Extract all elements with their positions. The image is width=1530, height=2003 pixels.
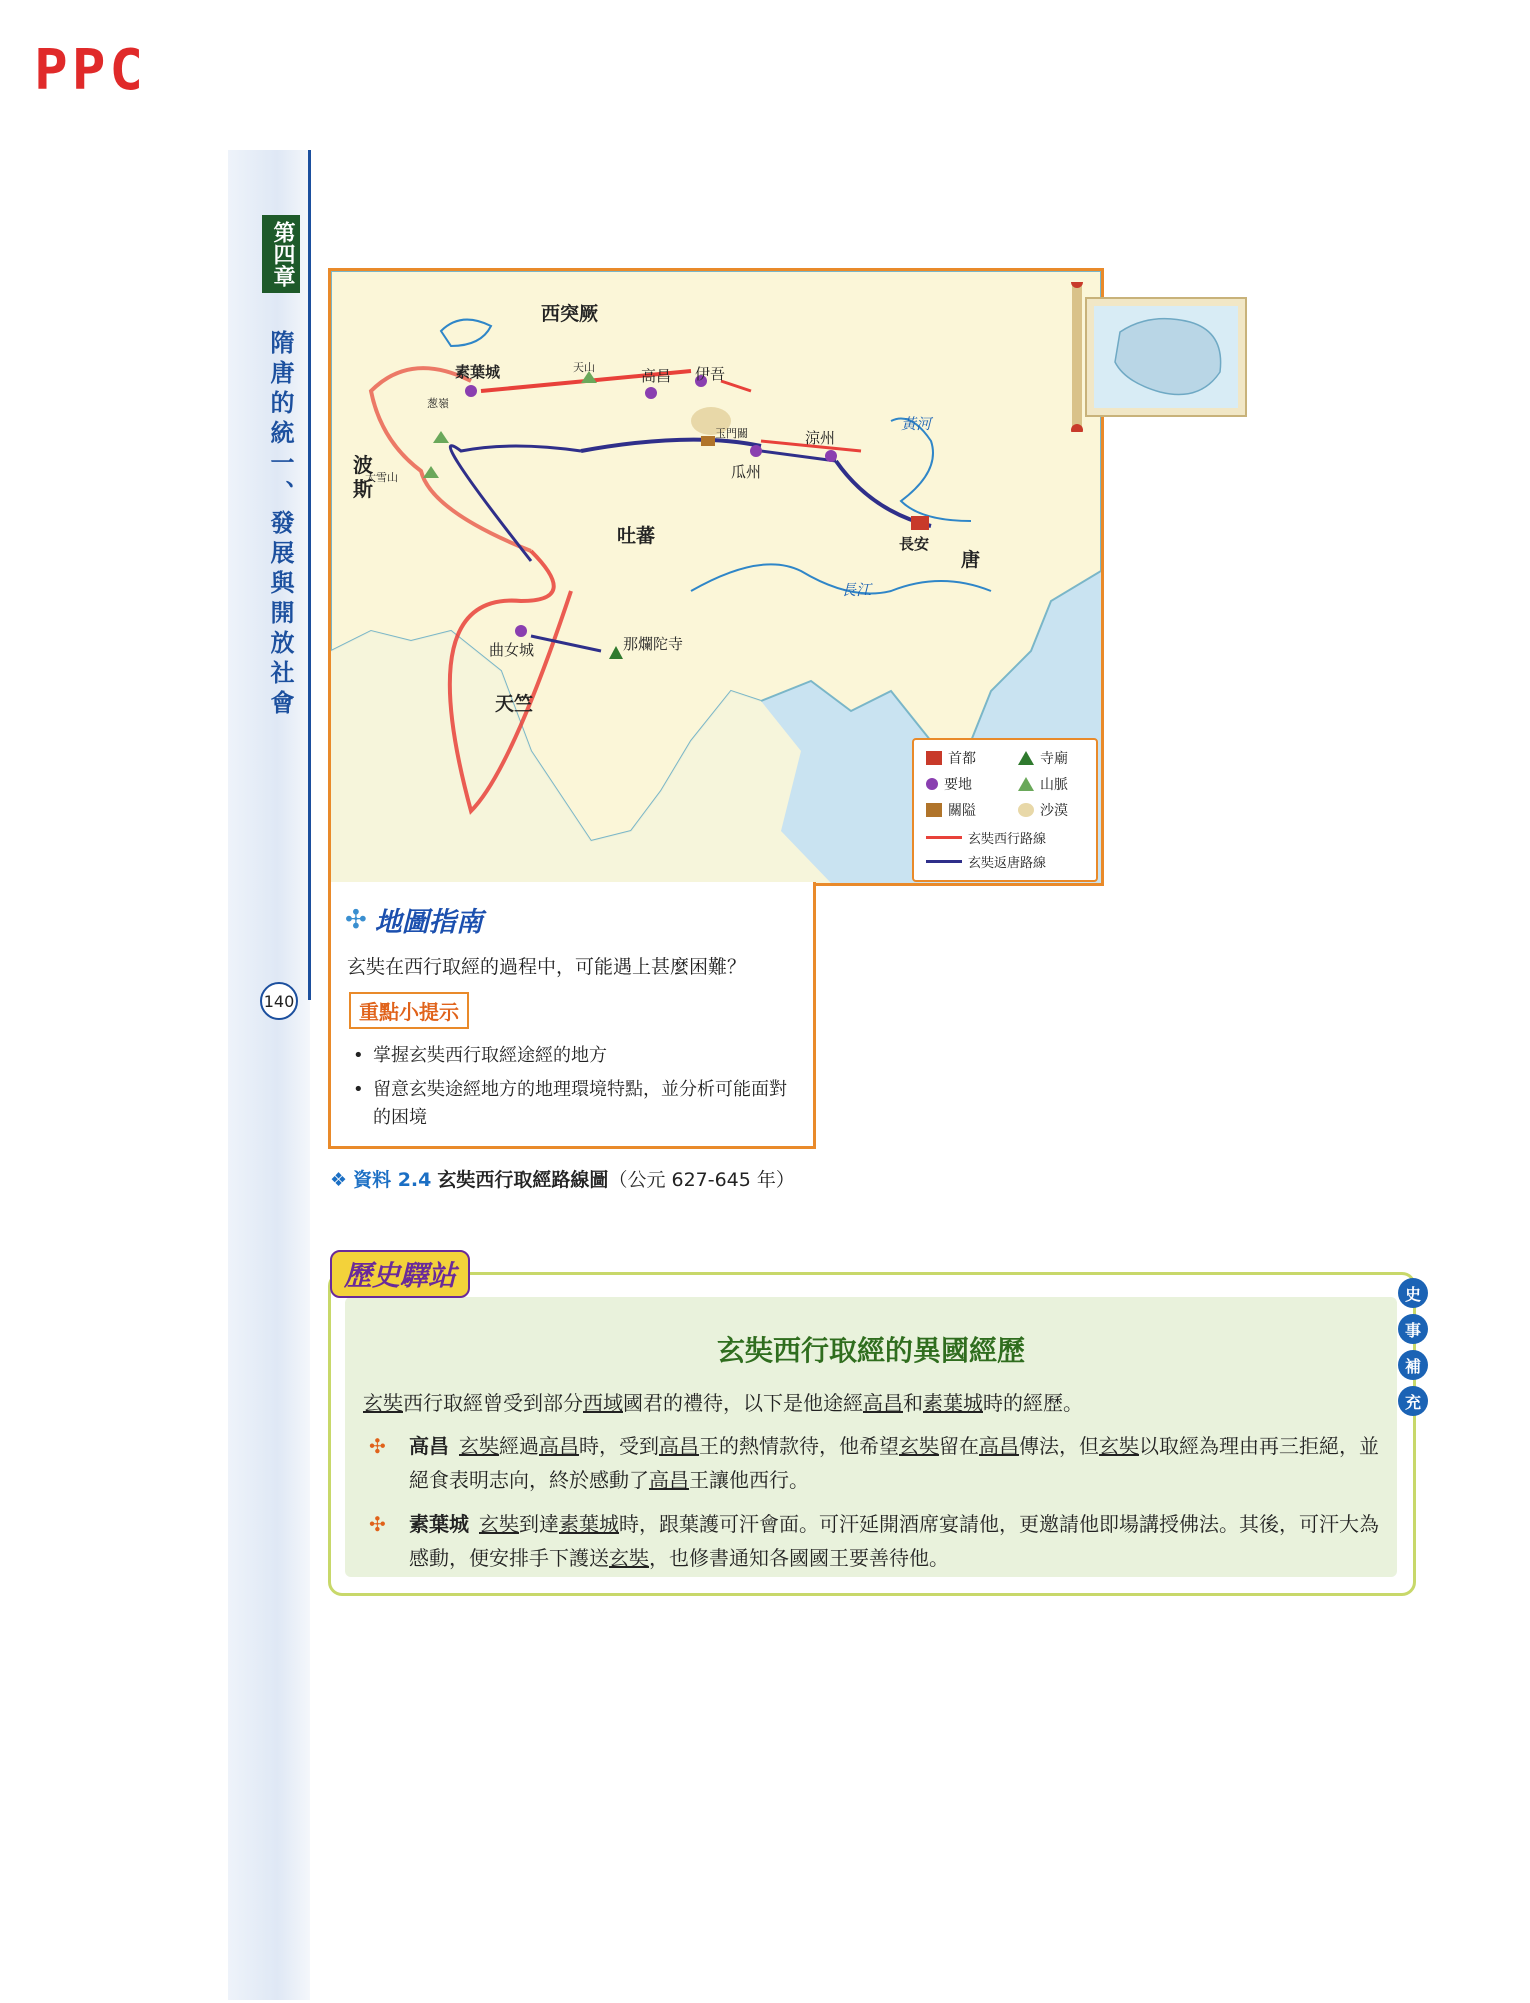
history-station-badge: 歷史驛站 xyxy=(330,1250,470,1298)
label-congling: 葱嶺 xyxy=(427,397,449,410)
logo: PPC xyxy=(34,38,148,103)
label-persia-2: 斯 xyxy=(353,477,373,501)
label-yangtze: 長江 xyxy=(841,581,872,599)
label-yiwu: 伊吾 xyxy=(695,365,726,383)
side-char: 事 xyxy=(1398,1314,1428,1344)
label-gaochang: 高昌 xyxy=(641,367,672,385)
label-tubo: 吐蕃 xyxy=(617,525,656,547)
label-yumen: 玉門關 xyxy=(715,427,748,440)
page-number: 140 xyxy=(260,982,298,1020)
compass-icon: ✣ xyxy=(345,904,367,935)
label-nalanda: 那爛陀寺 xyxy=(623,635,684,653)
pass-icon xyxy=(926,803,942,817)
pin-icon xyxy=(926,778,938,790)
label-guazhou: 瓜州 xyxy=(731,463,762,481)
story-intro: 玄奘西行取經曾受到部分西域國君的禮待，以下是他途經高昌和素葉城時的經歷。 xyxy=(363,1391,1083,1415)
legend-pass: 關隘 xyxy=(926,800,976,820)
label-suyab: 素葉城 xyxy=(455,363,501,381)
legend-desert: 沙漠 xyxy=(1018,800,1068,820)
label-india: 天竺 xyxy=(495,693,534,715)
side-divider xyxy=(308,150,311,1000)
label-changan: 長安 xyxy=(899,535,930,553)
story-panel xyxy=(345,1297,1397,1577)
story-title: 玄奘西行取經的異國經歷 xyxy=(716,1334,1025,1367)
legend-capital: 首都 xyxy=(926,748,976,768)
side-char: 補 xyxy=(1398,1350,1428,1380)
story-item-suyab: ✣ 素葉城 玄奘到達素葉城時，跟葉護可汗會面。可汗延開酒席宴請他，更邀請他即場講授佛法。其後，可汗大為感動，便安排手下護送玄奘，也修書通知各國國王要善待他。 xyxy=(369,1507,1379,1575)
scroll-icon xyxy=(1060,282,1260,432)
tip-list xyxy=(349,1042,799,1138)
story-side-tag xyxy=(1398,1278,1430,1416)
bullet-icon: ✣ xyxy=(369,1512,386,1536)
label-liangzhou: 涼州 xyxy=(805,429,836,447)
legend-mountain: 山脈 xyxy=(1018,774,1068,794)
diamond-icon: ❖ xyxy=(330,1169,348,1191)
legend-west-route: 玄奘西行路線 xyxy=(926,828,1046,847)
label-kannauj: 曲女城 xyxy=(489,641,535,659)
chapter-label: 第四章 xyxy=(262,215,300,293)
side-char: 充 xyxy=(1398,1386,1428,1416)
map-legend xyxy=(912,738,1098,882)
legend-temple: 寺廟 xyxy=(1018,748,1068,768)
capital-icon xyxy=(926,751,942,765)
side-char: 史 xyxy=(1398,1278,1428,1308)
label-persia-1: 波 xyxy=(353,453,373,477)
chapter-title: 隋唐的統一、發展與開放社會 xyxy=(266,330,295,720)
story-item-gaochang: ✣ 高昌 玄奘經過高昌時，受到高昌王的熱情款待，他希望玄奘留在高昌傳法，但玄奘以取經為理由再三拒絕，並絕食表明志向，終於感動了高昌王讓他西行。 xyxy=(369,1429,1379,1497)
label-west-turks: 西突厥 xyxy=(541,303,599,325)
map-guide-box xyxy=(328,882,816,1149)
tip-label: 重點小提示 xyxy=(349,992,469,1029)
legend-return-route: 玄奘返唐路線 xyxy=(926,852,1046,871)
tip-item: • 掌握玄奘西行取經途經的地方 xyxy=(349,1042,799,1070)
label-tianshan: 天山 xyxy=(573,361,595,374)
bullet-icon: ✣ xyxy=(369,1434,386,1458)
scroll-inset-map xyxy=(1060,282,1260,432)
guide-question: 玄奘在西行取經的過程中，可能遇上甚麼困難？ xyxy=(347,956,747,978)
blue-arrow-icon xyxy=(926,860,962,863)
temple-icon xyxy=(1018,751,1034,765)
label-yellow-river: 黃河 xyxy=(901,415,932,433)
label-daxueshan: 大雪山 xyxy=(365,471,398,484)
history-station-box xyxy=(328,1272,1416,1596)
tip-item: • 留意玄奘途經地方的地理環境特點，並分析可能面對的困境 xyxy=(349,1076,799,1132)
guide-title: ✣ 地圖指南 xyxy=(345,904,483,938)
label-tang: 唐 xyxy=(961,549,981,571)
desert-icon xyxy=(1018,803,1034,817)
figure-caption: ❖ 資料 2.4 玄奘西行取經路線圖（公元 627-645 年） xyxy=(330,1169,795,1191)
red-arrow-icon xyxy=(926,836,962,839)
legend-key-place: 要地 xyxy=(926,774,972,794)
mountain-icon xyxy=(1018,777,1034,791)
